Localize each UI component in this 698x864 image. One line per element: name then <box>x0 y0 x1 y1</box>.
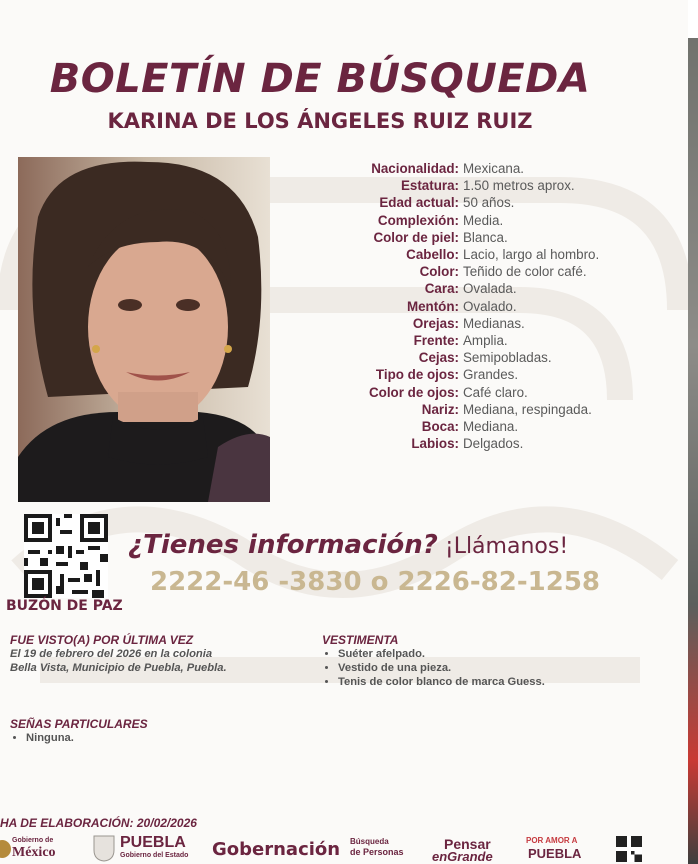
logo-gobierno-mexico-top: Gobierno de <box>12 837 54 844</box>
logo-en-grande: enGrande <box>432 849 493 864</box>
detail-value: 50 años. <box>463 195 515 211</box>
detail-label: Color: <box>419 264 459 280</box>
logo-mexico: México <box>12 845 56 860</box>
marks-item: • Ninguna. <box>26 731 310 745</box>
detail-label: Boca: <box>421 419 459 435</box>
detail-value: Ovalada. <box>463 281 517 297</box>
qr-code[interactable] <box>24 514 108 598</box>
marks-list <box>10 731 310 745</box>
clothing-title: VESTIMENTA <box>322 633 399 647</box>
detail-label: Edad actual: <box>379 195 459 211</box>
detail-row <box>300 315 680 332</box>
detail-label: Labios: <box>411 436 459 452</box>
detail-label: Cabello: <box>406 247 459 263</box>
detail-value: Delgados. <box>463 436 524 452</box>
detail-row <box>300 177 680 194</box>
last-seen-section <box>10 633 310 675</box>
logo-amor-puebla: PUEBLA <box>528 846 582 861</box>
detail-label: Cara: <box>424 281 459 297</box>
detail-row <box>300 280 680 297</box>
contact-question <box>128 530 568 560</box>
bulletin-title: BOLETÍN DE BÚSQUEDA <box>49 56 591 102</box>
detail-row <box>300 366 680 383</box>
puebla-shield-icon <box>92 834 116 862</box>
detail-row <box>300 401 680 418</box>
detail-label: Tipo de ojos: <box>375 367 459 383</box>
detail-value: Café claro. <box>463 384 528 400</box>
logo-busqueda-1: Búsqueda <box>350 837 389 846</box>
detail-value: Media. <box>463 212 504 228</box>
detail-row <box>300 212 680 229</box>
detail-row <box>300 332 680 349</box>
logo-pensar: Pensar <box>444 836 491 852</box>
detail-row <box>300 246 680 263</box>
detail-label: Estatura: <box>400 178 459 194</box>
detail-row <box>300 263 680 280</box>
detail-value: Semipobladas. <box>463 350 552 366</box>
detail-value: 1.50 metros aprox. <box>463 178 575 194</box>
detail-row <box>300 435 680 452</box>
detail-value: Grandes. <box>463 367 519 383</box>
last-seen-line: El 19 de febrero del 2026 en la colonia <box>10 648 213 660</box>
logo-busqueda-2: de Personas <box>350 847 404 857</box>
detail-value: Lacio, largo al hombro. <box>463 247 600 263</box>
buzon-de-paz-label: BUZÓN DE PAZ <box>6 598 123 614</box>
detail-label: Color de ojos: <box>368 384 459 400</box>
detail-row <box>300 418 680 435</box>
detail-label: Nacionalidad: <box>371 161 459 176</box>
detail-value: Ovalado. <box>463 298 517 314</box>
detail-label: Color de piel: <box>373 229 459 245</box>
detail-value: Mediana, respingada. <box>463 401 592 417</box>
clothing-section <box>322 633 662 689</box>
detail-label: Frente: <box>413 333 459 349</box>
person-photo <box>18 157 270 502</box>
detail-value: Amplia. <box>463 333 508 349</box>
logo-gobernacion: Gobernación <box>212 839 341 860</box>
detail-value: Teñido de color café. <box>463 264 587 280</box>
distinguishing-marks-section <box>10 717 310 745</box>
detail-value: Mexicana. <box>463 161 525 176</box>
adjacent-photo-gap <box>688 0 698 38</box>
clothing-list <box>322 647 662 689</box>
detail-value: Mediana. <box>463 419 519 435</box>
clothing-item: • Tenis de color blanco de marca Guess. <box>338 675 662 689</box>
detail-label: Nariz: <box>421 401 459 417</box>
detail-label: Cejas: <box>418 350 459 366</box>
clothing-item: • Vestido de una pieza. <box>338 661 662 675</box>
detail-label: Complexión: <box>377 212 459 228</box>
adjacent-photo-edge <box>688 0 698 864</box>
logo-puebla: PUEBLA <box>120 834 186 851</box>
footer-qr-icon <box>616 836 642 862</box>
call-us-text: ¡Llámanos! <box>437 534 569 559</box>
detail-row <box>300 160 680 177</box>
question-text: ¿Tienes información? <box>128 530 438 560</box>
detail-row <box>300 194 680 211</box>
last-seen-title: FUE VISTO(A) POR ÚLTIMA VEZ <box>10 633 194 647</box>
elaboration-date: HA DE ELABORACIÓN: 20/02/2026 <box>0 816 197 830</box>
last-seen-line: Bella Vista, Municipio de Puebla, Puebla. <box>10 662 227 674</box>
detail-label: Orejas: <box>412 315 459 331</box>
marks-title: SEÑAS PARTICULARES <box>10 717 148 731</box>
detail-row <box>300 349 680 366</box>
missing-person-name: KARINA DE LOS ÁNGELES RUIZ RUIZ <box>107 109 533 133</box>
detail-row <box>300 229 680 246</box>
detail-label: Mentón: <box>406 298 459 314</box>
logo-puebla-sub: Gobierno del Estado <box>120 852 189 859</box>
eagle-emblem-icon <box>0 838 12 860</box>
detail-value: Blanca. <box>463 229 508 245</box>
physical-description <box>300 160 680 452</box>
detail-row <box>300 384 680 401</box>
logo-por-amor: POR AMOR A <box>526 836 578 845</box>
footer-logos <box>0 834 688 864</box>
clothing-item: • Suéter afelpado. <box>338 647 662 661</box>
detail-row <box>300 298 680 315</box>
detail-value: Medianas. <box>463 315 525 331</box>
phone-numbers[interactable]: 2222-46 -3830 o 2226-82-1258 <box>150 567 600 597</box>
